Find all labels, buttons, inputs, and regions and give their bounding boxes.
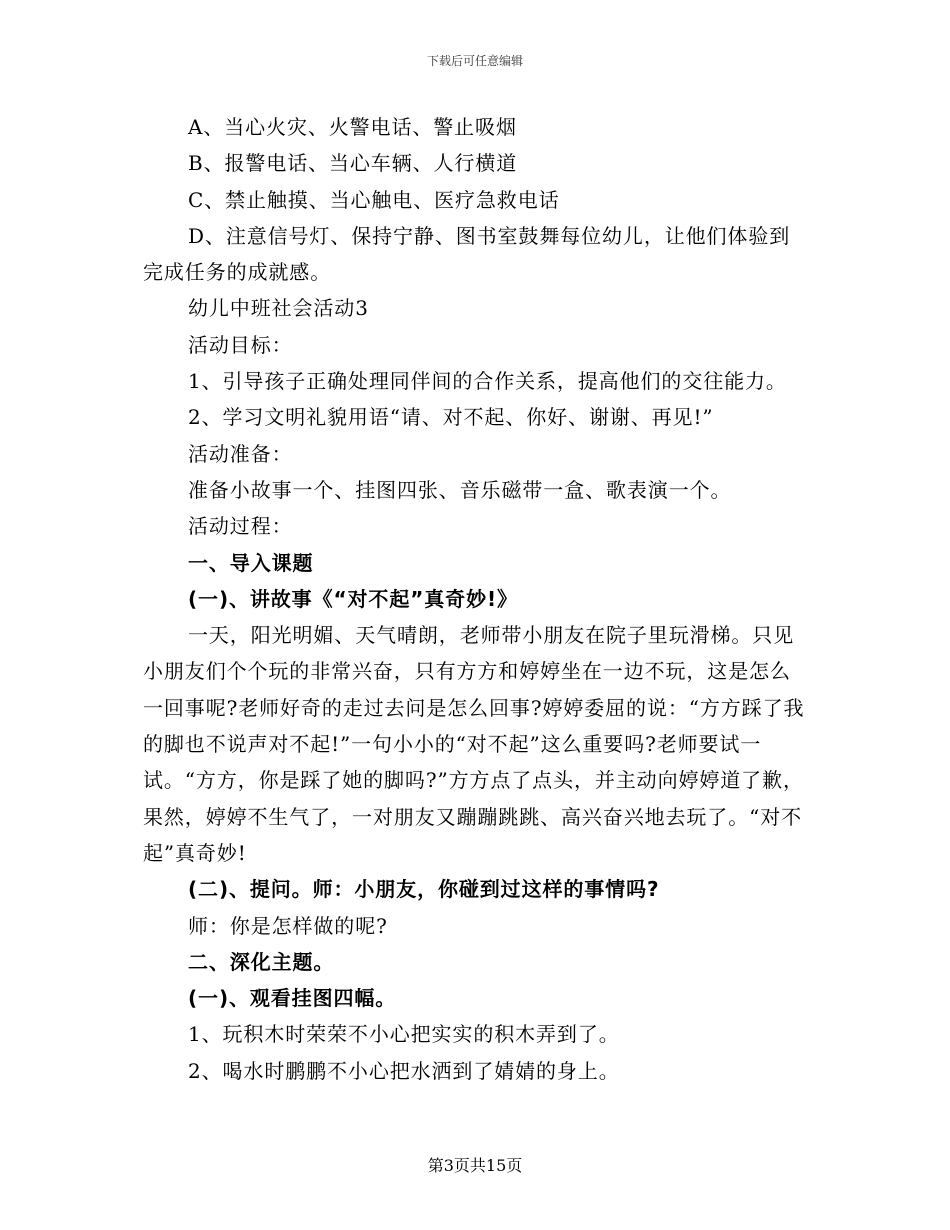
paragraph: 活动过程： xyxy=(188,514,293,539)
paragraph: 活动目标： xyxy=(188,332,293,357)
paragraph: 1、引导孩子正确处理同伴间的合作关系，提高他们的交往能力。 xyxy=(188,369,787,394)
paragraph: 2、喝水时鹏鹏不小心把水洒到了婧婧的身上。 xyxy=(188,1058,620,1083)
paragraph: 1、玩积木时荣荣不小心把实实的积木弄到了。 xyxy=(188,1022,620,1047)
paragraph: 师：你是怎样做的呢? xyxy=(188,913,388,938)
paragraph: D、注意信号灯、保持宁静、图书室鼓舞每位幼儿，让他们体验到完成任务的成就感。 xyxy=(143,223,791,285)
document-body xyxy=(143,109,807,1089)
heading: (一)、讲故事《“对不起”真奇妙!》 xyxy=(188,586,518,611)
page-header: 下载后可任意编辑 xyxy=(426,54,523,68)
heading: (一)、观看挂图四幅。 xyxy=(188,986,397,1011)
heading: 一、导入课题 xyxy=(188,550,314,575)
paragraph: A、当心火灾、火警电话、警止吸烟 xyxy=(188,115,517,139)
paragraph: 准备小故事一个、挂图四张、音乐磁带一盒、歌表演一个。 xyxy=(188,477,732,502)
heading: 二、深化主题。 xyxy=(188,949,335,974)
heading: (二)、提问。师：小朋友，你碰到过这样的事情吗? xyxy=(188,877,660,902)
paragraph: 活动准备： xyxy=(188,441,293,466)
page-footer: 第3页共15页 xyxy=(427,1156,523,1175)
paragraph: 一天，阳光明媚、天气晴朗，老师带小朋友在院子里玩滑梯。只见小朋友们个个玩的非常兴奋，只有方方和婷婷坐在一边不玩，这是怎么一回事呢?老师好奇的走过去问是怎么回事?婷婷委屈的说：“方方踩了我的脚也不说声对不起!”一句小小的“对不起”这么重要吗?老师要试一试。“方方，你是踩了她的脚吗?”方方点了点头，并主动向婷婷道了歉，果然，婷婷不生气了，一对朋友又蹦蹦跳跳、高兴奋兴地去玩了。“对不起”真奇妙! xyxy=(143,623,805,865)
section-title: 幼儿中班社会活动3 xyxy=(188,296,369,321)
paragraph: 2、学习文明礼貌用语“请、对不起、你好、谢谢、再见!” xyxy=(188,405,714,430)
paragraph: B、报警电话、当心车辆、人行横道 xyxy=(188,151,518,176)
paragraph: C、禁止触摸、当心触电、医疗急救电话 xyxy=(188,187,560,212)
